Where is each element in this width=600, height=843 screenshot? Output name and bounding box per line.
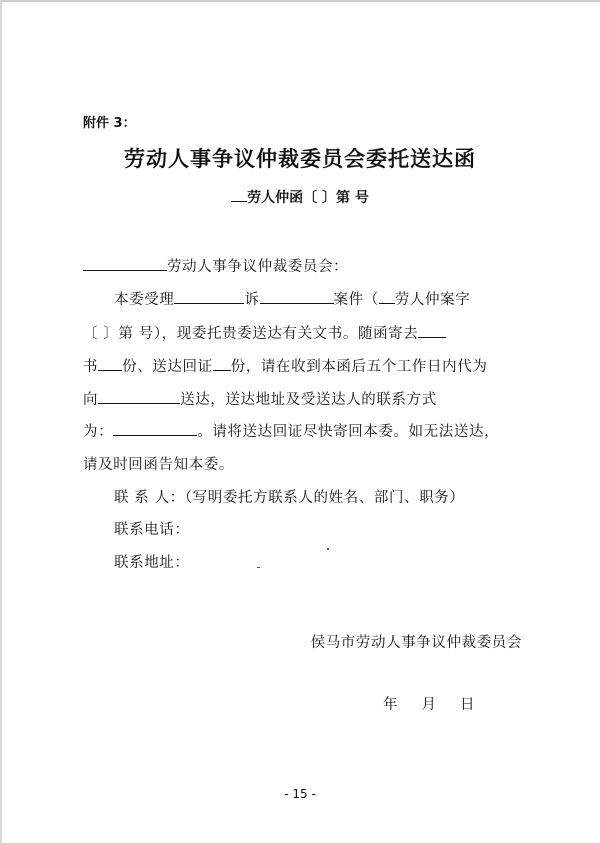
blank-applicant: [174, 289, 244, 304]
text-p3b: 份、送达回证: [122, 359, 213, 375]
blank-receipt-count: [213, 356, 231, 371]
blank-addressee: [83, 256, 167, 271]
blank-address-contact: [113, 421, 197, 436]
signer-organization: 侯马市劳动人事争议仲裁委员会: [310, 635, 522, 651]
blank-number-prefix: [231, 187, 247, 202]
blank-document-name: [418, 323, 446, 338]
paragraph-line-4: [83, 388, 437, 409]
text-p5a: 为：: [83, 424, 114, 440]
addressee-text: 劳动人事争议仲裁委员会：: [167, 259, 349, 275]
attachment-label: 附件 3：: [83, 116, 136, 131]
contact-address: 联系地址：: [114, 555, 190, 571]
scan-speck: [327, 548, 329, 550]
document-number-text: 劳人仲函〔 〕第 号: [247, 190, 369, 206]
date-line: [383, 693, 475, 714]
addressee-line: [83, 255, 348, 276]
contact-phone: 联系电话：: [114, 522, 190, 538]
scan-edge-top: [0, 0, 600, 2]
paragraph-line-1: [114, 288, 470, 309]
date-year: 年: [383, 697, 398, 713]
contact-person: 联 系 人：（写明委托方联系人的姓名、部门、职务）: [114, 490, 465, 506]
document-number-line: [0, 187, 600, 207]
text-p1c: 案件（: [333, 292, 379, 308]
paragraph-line-2: [83, 322, 446, 343]
text-p4b: 送达，送达地址及受送达人的联系方式: [180, 392, 437, 408]
paragraph-line-5: [83, 420, 499, 441]
paragraph-line-6: 请及时回函告知本委。: [83, 457, 234, 473]
text-p1d: 劳人仲案字: [394, 292, 471, 308]
text-p4a: 向: [83, 392, 99, 408]
scan-edge-left: [0, 0, 2, 843]
document-title: 劳动人事争议仲裁委员会委托送达函: [124, 146, 476, 171]
text-p3a: 书: [83, 359, 99, 375]
page-number: - 15 -: [284, 787, 316, 801]
blank-recipient: [98, 389, 180, 404]
blank-doc-count: [98, 356, 122, 371]
date-month: 月: [421, 697, 436, 713]
text-p1a: 本委受理: [114, 292, 175, 308]
text-p3c: 份，请在收到本函后五个工作日内代为: [230, 359, 488, 375]
date-day: 日: [460, 697, 475, 713]
text-p2a: 〔 〕第 号），现委托贵委送达有关文书。随函寄去: [83, 326, 419, 342]
scan-speck: [257, 567, 260, 568]
text-p5b: 。请将送达回证尽快寄回本委。如无法送达，: [197, 424, 500, 440]
blank-respondent: [260, 289, 334, 304]
blank-case-prefix: [379, 289, 395, 304]
paragraph-line-3: [83, 355, 487, 376]
text-p1b: 诉: [244, 292, 260, 308]
